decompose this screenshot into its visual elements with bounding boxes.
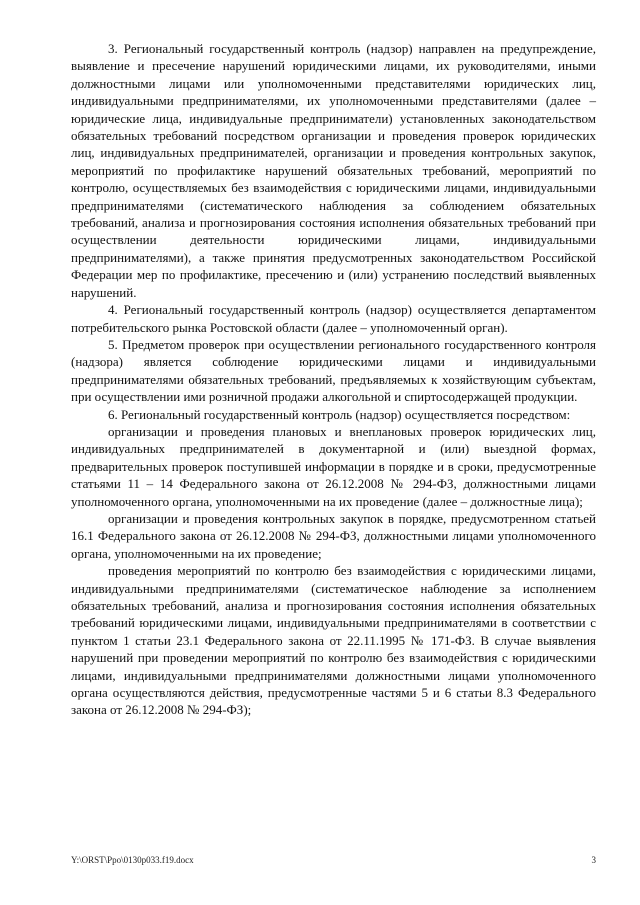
paragraph-item-6-purchases: организации и проведения контрольных закупок в порядке, предусмотренном статьей 16.1 Федерального закона от 26.12.2008 № 294-ФЗ, должностными лицами уполномоченного органа, уполномоченными на их проведение; xyxy=(71,510,596,561)
paragraph-item-4: 4. Региональный государственный контроль (надзор) осуществляется департаментом потребительского рынка Ростовской области (далее – уполномоченный орган). xyxy=(71,302,596,335)
file-path: Y:\ORST\Ppo\0130p033.f19.docx xyxy=(71,855,194,865)
paragraph-item-6-monitoring: проведения мероприятий по контролю без взаимодействия с юридическими лицами, индивидуальными предпринимателями (систематическое наблюдение за исполнением обязательных требований, анализа и прогнозирования состояния исполнения обязательных требований юридическими лицами, индивидуальными предпринимателями в соответствии с пунктом 1 статьи 23.1 Федерального закона от 22.11.1995 № 171-ФЗ. В случае выявления нарушений при проведении мероприятий по контролю без взаимодействия с юридическими лицами, индивидуальными предпринимателями должностными лицами уполномоченного органа осуществляются действия, предусмотренные частями 5 и 6 статьи 8.3 Федерального закона от 26.12.2008 № 294-ФЗ); xyxy=(71,563,596,718)
page-number: 3 xyxy=(591,855,596,865)
paragraph-item-6: 6. Региональный государственный контроль (надзор) осуществляется посредством: xyxy=(108,406,571,422)
document-body xyxy=(71,40,596,719)
page-footer xyxy=(71,855,596,865)
paragraph-item-5: 5. Предметом проверок при осуществлении регионального государственного контроля (надзора) является соблюдение юридическими лицами и индивидуальными предпринимателями обязательных требований, предъявляемых к хозяйствующим субъектам, при осуществлении ими розничной продажи алкогольной и спиртосодержащей продукции. xyxy=(71,336,596,405)
paragraph-item-3: 3. Региональный государственный контроль (надзор) направлен на предупреждение, выявление и пресечение нарушений юридическими лицами, их руководителями, иными должностными лицами или уполномоченными представителями юридических лиц, индивидуальными предпринимателями, их уполномоченными представителями (далее – юридические лица, индивидуальные предприниматели) установленных законодательством обязательных требований посредством организации и проведения проверок юридических лиц, индивидуальных предпринимателей, организации и проведения контрольных закупок, мероприятий по профилактике нарушений обязательных требований, мероприятий по контролю, осуществляемых без взаимодействия с юридическими лицами, индивидуальными предпринимателями (систематического наблюдения за соблюдением обязательных требований, анализа и прогнозирования состояния исполнения обязательных требований при осуществлении деятельности юридическими лицами, индивидуальными предпринимателями), а также принятия предусмотренных законодательством Российской Федерации мер по профилактике, пресечению и (или) устранению последствий выявленных нарушений. xyxy=(71,41,596,300)
paragraph-item-6-inspections: организации и проведения плановых и внеплановых проверок юридических лиц, индивидуальных предпринимателей в документарной и (или) выездной формах, предварительных проверок поступившей информации в порядке и в сроки, предусмотренные статьями 11 – 14 Федерального закона от 26.12.2008 № 294-ФЗ, должностными лицами уполномоченного органа, уполномоченными на их проведение (далее – должностные лица); xyxy=(71,423,596,509)
